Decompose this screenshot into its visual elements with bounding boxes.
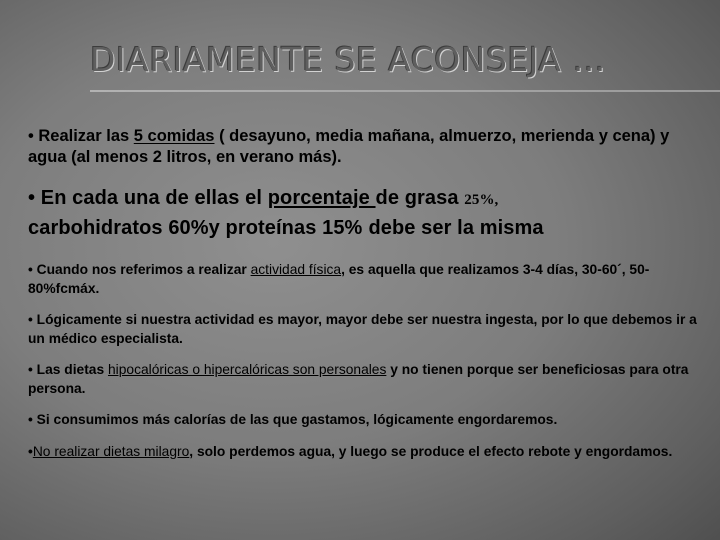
link-dietas-milagro[interactable]: No realizar dietas milagro [32,443,190,459]
link-5-comidas[interactable]: 5 comidas [133,127,215,145]
bullet-text: de grasa [375,187,465,209]
bullet-calorias: • Si consumimos más calorías de las que gastamos, lógicamente engordaremos. [28,412,558,427]
bullet-text: • Las dietas [28,362,108,377]
small-bullets [28,261,700,461]
slide-body [28,126,700,461]
bullet-porcentaje [28,184,700,242]
bullet-comidas [28,126,700,168]
slide-title: DIARIAMENTE SE ACONSEJA … [90,40,606,79]
bullet-text: carbohidratos 60%y proteínas 15% [28,217,363,239]
bullet-actividad [28,261,700,298]
bullet-milagro [28,443,700,462]
bullet-ingesta: • Lógicamente si nuestra actividad es mayor, mayor debe ser nuestra ingesta, por lo que debemos ir a un médico especialista. [28,312,697,346]
link-actividad-fisica[interactable]: actividad física [250,262,342,277]
bullet-text: debe ser la misma [368,217,544,239]
bullet-dietas [28,361,700,398]
bullet-text: , solo perdemos agua, y luego se produce el efecto rebote y engordamos. [189,443,673,459]
link-dietas-personales[interactable]: hipocalóricas o hipercalóricas son personales [107,362,387,377]
bullet-text: , es aquella que realizamos 3-4 días, 30-60´, 50-80%fcmáx. [28,262,650,296]
link-porcentaje[interactable]: porcentaje [267,187,376,209]
bullet-text: y no tienen porque ser beneficiosas para otra persona. [28,362,689,396]
grasa-percentage: 25%, [464,192,499,208]
bullet-text: • En cada una de ellas el [28,187,268,209]
bullet-text: ( desayuno, media mañana, almuerzo, merienda y cena) y agua (al menos 2 litros, en verano más). [28,127,670,166]
bullet-text: • [28,443,33,459]
title-divider [90,90,720,92]
bullet-text: • Realizar las [28,127,134,145]
bullet-text: • Cuando nos referimos a realizar [28,262,251,277]
